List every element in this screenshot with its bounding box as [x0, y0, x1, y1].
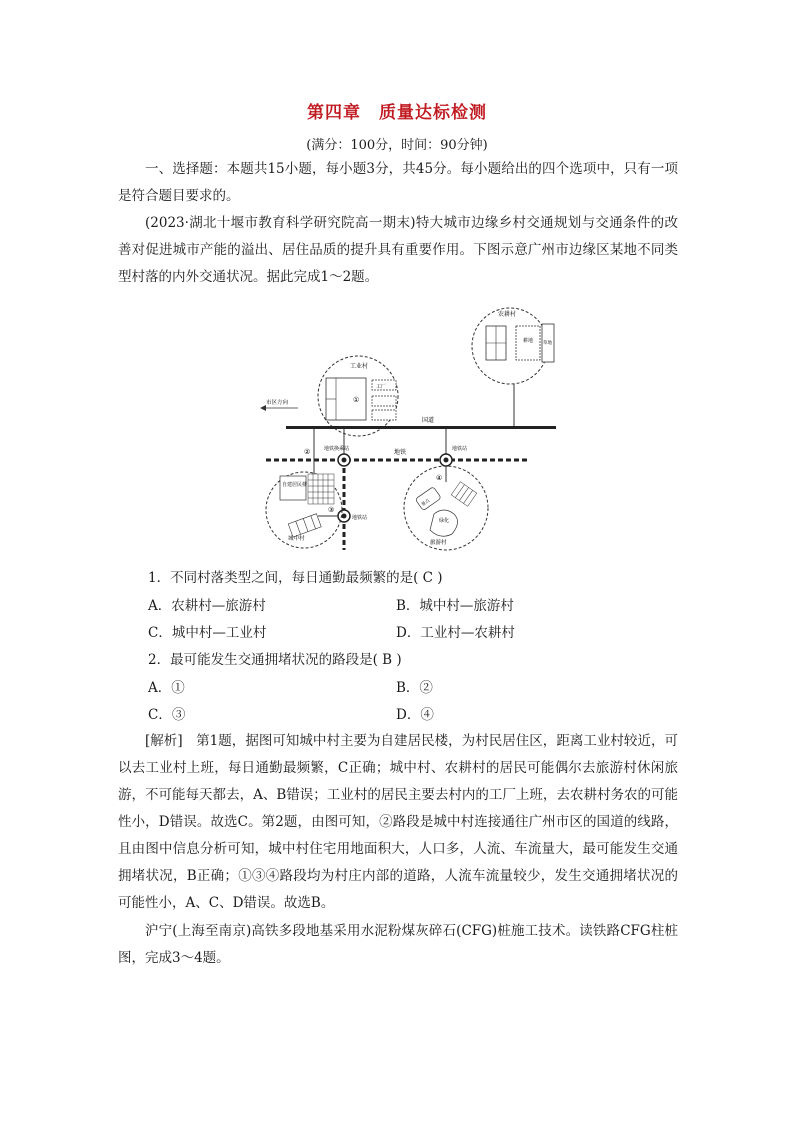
transfer-station-label: 地铁换乘站	[324, 446, 350, 452]
question-1-option-c[interactable]: C．城中村—工业村	[148, 625, 267, 641]
industrial-village-label: 工业村	[350, 363, 369, 370]
next-material-text: 沪宁(上海至南京)高铁多段地基采用水泥粉煤灰碎石(CFG)桩施工技术。读铁路CFG柱桩图，完成3～4题。	[118, 923, 678, 966]
downtown-direction-label: 市区方向	[266, 400, 289, 406]
green-label: 绿化	[439, 518, 450, 524]
question-2-option-c[interactable]: C．③	[148, 707, 186, 723]
national-road-label: 国道	[422, 417, 435, 424]
subway-label: 地铁	[394, 449, 407, 456]
question-2-option-b[interactable]: B．②	[396, 680, 433, 696]
subway-station-label-2: 地铁站	[352, 515, 368, 521]
marker-2: ②	[304, 448, 311, 456]
question-1-stem: 1．不同村落类型之间，每日通勤最频繁的是( C )	[148, 570, 443, 586]
sight-label: 景点	[420, 498, 432, 508]
page-title: 第四章 质量达标检测	[307, 103, 487, 123]
question-1-option-a[interactable]: A．农耕村—旅游村	[148, 598, 266, 614]
question-1-option-b[interactable]: B．城中村—旅游村	[396, 598, 514, 614]
tourist-village-label: 旅游村	[430, 540, 447, 546]
national-road	[286, 426, 556, 429]
factory-label-1: 工厂	[376, 384, 387, 390]
marker-1: ①	[353, 396, 360, 404]
housing-grid	[308, 474, 334, 504]
urban-village-label: 城中村	[288, 536, 305, 542]
farmland-label: 耕地	[523, 338, 534, 344]
page-subtitle: (满分：100分，时间：90分钟)	[306, 138, 488, 153]
question-2-stem: 2．最可能发生交通拥堵状况的路段是( B )	[148, 652, 402, 668]
analysis-text: [解析] 第1题，据图可知城中村主要为自建居民楼，为村民居住区，距离工业村较近，可以去工业村上班，每日通勤最频繁，C正确；城中村、农耕村的居民可能偶尔去旅游村休闲旅游，不可能每天都去，A、B错误；工业村的居民主要去村内的工厂上班，去农耕村务农的可能性小，D错误。故选C。第2题，由图可知，②路段是城中村连接通往广州市区的国道的线路，且由图中信息分析可知，城中村住宅用地面积大，人口多，人流、车流量大，最可能发生交通拥堵状况，B正确；①③④路段均为村庄内部的道路，人流车流量较少，发生交通拥堵状况的可能性小，A、C、D错误。故选B。	[118, 733, 678, 911]
material-text: (2023·湖北十堰市教育科学研究院高一期末)特大城市边缘乡村交通规划与交通条件的改善对促进城市产能的溢出、居住品质的提升具有重要作用。下图示意广州市边缘区某地不同类型村落的内外交通状况。据此完成1～2题。	[118, 215, 678, 285]
farm-village-label: 农耕村	[498, 311, 517, 318]
section-instruction: 一、选择题：本题共15小题，每小题3分，共45分。每小题给出的四个选项中，只有一项是符合题目要求的。	[118, 161, 678, 204]
question-2-option-d[interactable]: D．④	[396, 707, 434, 723]
marker-4: ④	[436, 474, 443, 482]
question-1-option-d[interactable]: D．工业村—农耕村	[396, 625, 515, 641]
question-2-option-a[interactable]: A．①	[148, 680, 185, 696]
grass-label: 草地	[543, 341, 552, 346]
self-built-label: 自建居民楼	[282, 482, 308, 488]
subway-station-label-1: 地铁站	[452, 446, 468, 452]
marker-3: ③	[328, 506, 335, 514]
village-transport-figure	[258, 304, 558, 554]
